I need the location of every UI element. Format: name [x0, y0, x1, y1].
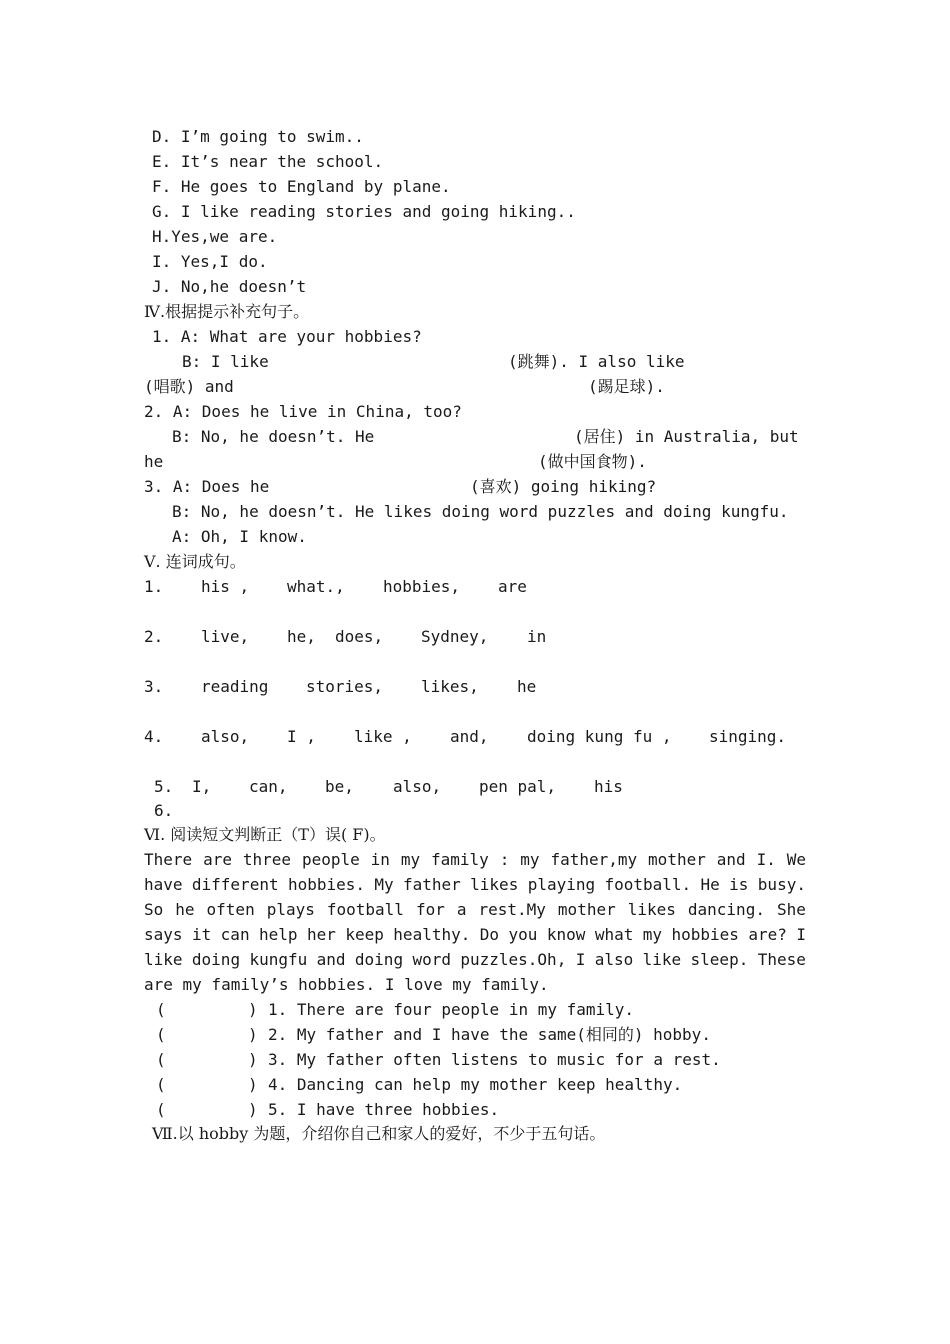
passage-word: So [144, 900, 164, 919]
passage-word: my [520, 850, 540, 869]
passage-word: family [431, 850, 489, 869]
passage-word: rest.My [478, 900, 546, 919]
option-e: E. It’s near the school. [152, 152, 384, 171]
passage-word: and [716, 850, 746, 869]
passage-word: you [508, 925, 538, 944]
passage-word: is [729, 875, 749, 894]
word-card: singing. [709, 727, 787, 746]
passage-word: people [301, 850, 360, 869]
passage-word: We [786, 850, 806, 869]
passage-word: word [412, 950, 451, 969]
passage-word: Do [479, 925, 500, 944]
answer-paren-open: ( [156, 1000, 166, 1019]
item-number: 5. [154, 777, 174, 796]
tf-question-text: 4. Dancing can help my mother keep healthy. [268, 1075, 683, 1094]
word-card: I, [192, 777, 212, 796]
tf-question-text: 3. My father often listens to music for a rest. [268, 1050, 721, 1069]
passage-word: says [144, 925, 183, 944]
passage-word: My [374, 875, 394, 894]
word-card: hobbies, [383, 577, 461, 596]
q2-line-b-start: B: No, he doesn’t. He [172, 427, 375, 446]
passage-word: know [546, 925, 586, 944]
passage-word: for [415, 900, 445, 919]
q3-line-a-start: 3. A: Does he [144, 477, 270, 496]
word-card: in [527, 627, 547, 646]
passage-word: he [175, 900, 195, 919]
tf-question-text: 2. My father and I have the same(相同的) hobby. [268, 1025, 711, 1044]
passage-word: doing [191, 950, 241, 969]
passage-word: hobbies. [287, 875, 366, 894]
passage-word: mother [557, 900, 616, 919]
word-card: what., [287, 577, 345, 596]
q1-line-a: 1. A: What are your hobbies? [152, 327, 422, 346]
passage-word: like [642, 950, 682, 969]
passage-word: He [700, 875, 720, 894]
word-card: stories, [306, 677, 384, 696]
word-card: he [517, 677, 537, 696]
passage-word: football. [604, 875, 692, 894]
passage-word: : [499, 850, 510, 869]
passage-word: healthy. [393, 925, 471, 944]
passage-word: three [242, 850, 292, 869]
word-card: be, [325, 777, 354, 796]
item-number: 2. [144, 627, 164, 646]
answer-paren-open: ( [156, 1100, 166, 1119]
passage-line [144, 875, 806, 895]
option-i: I. Yes,I do. [152, 252, 268, 271]
passage-word: plays [266, 900, 315, 919]
section7-heading: Ⅶ.以 hobby 为题，介绍你自己和家人的爱好，不少于五句话。 [152, 1124, 606, 1143]
q1-line-b-hint: (跳舞). I also like [508, 352, 685, 371]
answer-paren-open: ( [156, 1050, 166, 1069]
passage-line [144, 950, 806, 970]
passage-word: She [776, 900, 806, 919]
passage-word: can [220, 925, 250, 944]
answer-paren-open: ( [156, 1025, 166, 1044]
item-number: 4. [144, 727, 164, 746]
tf-question-text: 1. There are four people in my family. [268, 1000, 635, 1019]
q1-line-b-start: B: I like [182, 352, 269, 371]
passage-word: help [259, 925, 298, 944]
q2-line-b-hint: (居住) in Australia, but [574, 427, 799, 446]
passage-word: I [575, 950, 586, 969]
option-d: D. I’m going to swim.. [152, 127, 364, 146]
passage-word: have [144, 875, 183, 894]
word-card: his , [201, 577, 250, 596]
passage-word: sleep. [690, 950, 749, 969]
answer-paren-close: ) [248, 1075, 258, 1094]
option-h: H.Yes,we are. [152, 227, 278, 246]
passage-word: my [642, 925, 663, 944]
passage-word: are [203, 850, 232, 869]
word-card: I , [287, 727, 316, 746]
q3-line-c: A: Oh, I know. [172, 527, 307, 546]
word-card: he, [287, 627, 316, 646]
section6-heading: Ⅵ. 阅读短文判断正（T）误( F)。 [144, 825, 386, 844]
passage-word: doing [354, 950, 404, 969]
word-card: Sydney, [421, 627, 489, 646]
word-card: and, [450, 727, 489, 746]
passage-word: puzzles.Oh, [460, 950, 567, 969]
q2-line2-hint: (做中国食物). [538, 452, 647, 471]
item-number: 3. [144, 677, 164, 696]
passage-word: a [456, 900, 467, 919]
word-card: doing kung fu , [527, 727, 672, 746]
passage-word: like [144, 950, 183, 969]
passage-word: also [594, 950, 634, 969]
passage-word: likes [470, 875, 519, 894]
passage-word: dancing. [687, 900, 765, 919]
passage-word: often [206, 900, 255, 919]
q2-line2-start: he [144, 452, 164, 471]
passage-line: are my family’s hobbies. I love my family. [144, 975, 549, 994]
passage-word: I. [756, 850, 776, 869]
word-card: also, [393, 777, 442, 796]
option-g: G. I like reading stories and going hiking.. [152, 202, 576, 221]
passage-word: keep [345, 925, 384, 944]
word-card: does, [335, 627, 384, 646]
passage-word: These [757, 950, 806, 969]
passage-word: hobbies [671, 925, 739, 944]
passage-word: in [370, 850, 390, 869]
passage-word: There [144, 850, 193, 869]
word-card: like , [354, 727, 412, 746]
word-card: pen pal, [479, 777, 557, 796]
passage-word: her [306, 925, 336, 944]
passage-word: I [796, 925, 806, 944]
word-card: reading [201, 677, 269, 696]
answer-paren-close: ) [248, 1100, 258, 1119]
passage-word: mother [648, 850, 706, 869]
passage-word: it [191, 925, 212, 944]
passage-line [144, 925, 806, 945]
answer-paren-close: ) [248, 1025, 258, 1044]
section4-heading: Ⅳ.根据提示补充句子。 [144, 302, 310, 321]
q2-line-a: 2. A: Does he live in China, too? [144, 402, 462, 421]
passage-word: different [191, 875, 279, 894]
passage-word: father [403, 875, 461, 894]
word-card: also, [201, 727, 250, 746]
passage-word: football [326, 900, 404, 919]
word-card: his [594, 777, 623, 796]
passage-word: father,my [550, 850, 638, 869]
passage-word: my [400, 850, 421, 869]
q3-line-a-hint: (喜欢) going hiking? [470, 477, 657, 496]
option-f: F. He goes to England by plane. [152, 177, 451, 196]
passage-word: busy. [757, 875, 806, 894]
passage-line [144, 900, 806, 920]
q3-line-b: B: No, he doesn’t. He likes doing word puzzles and doing kungfu. [172, 502, 789, 521]
passage-line [144, 850, 806, 870]
answer-paren-close: ) [248, 1050, 258, 1069]
section5-heading: Ⅴ. 连词成句。 [144, 552, 246, 571]
q1-line2-hint: (唱歌) and [144, 377, 234, 396]
q1-line2-hint2: (踢足球). [588, 377, 665, 396]
word-card: are [498, 577, 527, 596]
passage-word: playing [527, 875, 596, 894]
tf-question-text: 5. I have three hobbies. [268, 1100, 500, 1119]
word-card: live, [201, 627, 250, 646]
passage-word: and [316, 950, 346, 969]
word-card: likes, [421, 677, 479, 696]
option-j: J. No,he doesn’t [152, 277, 307, 296]
answer-paren-close: ) [248, 1000, 258, 1019]
item-6: 6. [154, 801, 174, 820]
answer-paren-open: ( [156, 1075, 166, 1094]
word-card: can, [249, 777, 288, 796]
passage-word: kungfu [249, 950, 308, 969]
passage-word: are? [748, 925, 787, 944]
passage-word: likes [627, 900, 676, 919]
passage-word: what [594, 925, 634, 944]
item-number: 1. [144, 577, 164, 596]
